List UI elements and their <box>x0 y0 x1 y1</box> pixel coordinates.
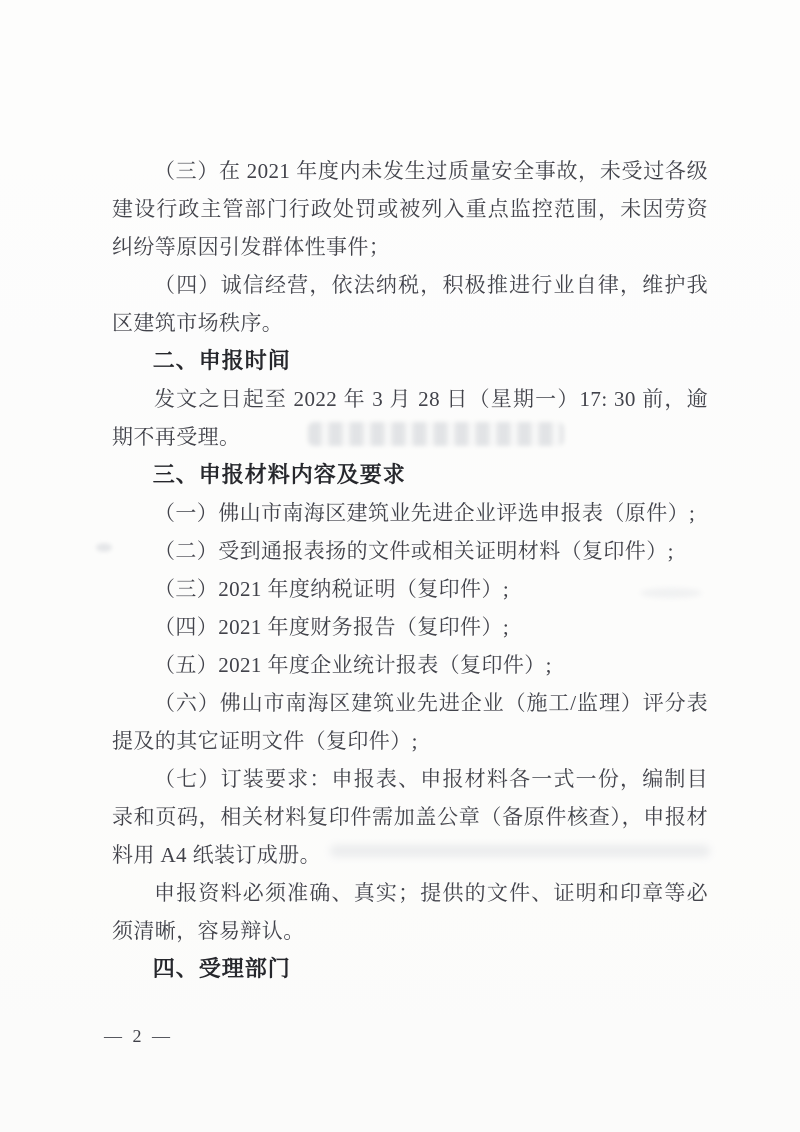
section-heading-2: 二、申报时间 <box>152 348 291 373</box>
paragraph-condition-3: （三）在 2021 年度内未发生过质量安全事故，未受过各级建设行政主管部门行政处罚或被列入重点监控范围，未因劳资纠纷等原因引发群体性事件； <box>112 159 708 259</box>
document-body <box>112 152 708 988</box>
list-item-material-3: （三）2021 年度纳税证明（复印件）; <box>154 577 510 601</box>
paragraph-deadline: 发文之日起至 2022 年 3 月 28 日（星期一）17: 30 前，逾期不再受理。 <box>112 387 708 449</box>
list-item-material-6: （六）佛山市南海区建筑业先进企业（施工/监理）评分表提及的其它证明文件（复印件）; <box>112 691 708 753</box>
list-item-material-1: （一）佛山市南海区建筑业先进企业评选申报表（原件）; <box>154 501 696 525</box>
list-item-material-5: （五）2021 年度企业统计报表（复印件）; <box>154 653 552 677</box>
list-item-material-4: （四）2021 年度财务报告（复印件）; <box>154 615 510 639</box>
paragraph-condition-4: （四）诚信经营，依法纳税，积极推进行业自律，维护我区建筑市场秩序。 <box>112 273 708 335</box>
paragraph-accuracy-note: 申报资料必须准确、真实；提供的文件、证明和印章等必须清晰，容易辩认。 <box>112 881 708 943</box>
list-item-material-2: （二）受到通报表扬的文件或相关证明材料（复印件）; <box>154 539 674 563</box>
page-number: — 2 — <box>104 1026 173 1046</box>
section-heading-4: 四、受理部门 <box>152 956 291 981</box>
section-heading-3: 三、申报材料内容及要求 <box>152 462 406 487</box>
scan-artifact-speck <box>96 543 112 552</box>
list-item-material-7: （七）订装要求：申报表、申报材料各一式一份，编制目录和页码，相关材料复印件需加盖公章（备原件核查），申报材料用 A4 纸装订成册。 <box>112 767 708 867</box>
